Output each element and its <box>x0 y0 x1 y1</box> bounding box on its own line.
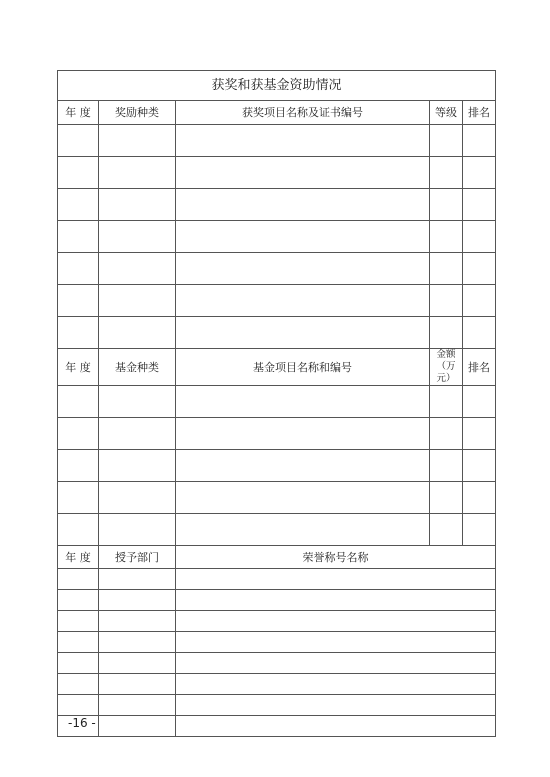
award-type-cell[interactable] <box>99 253 176 285</box>
award-project-cell[interactable] <box>176 317 430 349</box>
honor-title-cell[interactable] <box>176 611 496 632</box>
year-cell[interactable] <box>58 386 99 418</box>
rank-cell[interactable] <box>463 125 496 157</box>
rank-cell[interactable] <box>463 285 496 317</box>
year-cell[interactable] <box>58 157 99 189</box>
year-cell[interactable] <box>58 317 99 349</box>
award-project-cell[interactable] <box>176 125 430 157</box>
rank-cell[interactable] <box>463 157 496 189</box>
granting-dept-cell[interactable] <box>99 674 176 695</box>
year-cell[interactable] <box>58 221 99 253</box>
header-rank: 排名 <box>463 349 496 386</box>
grade-cell[interactable] <box>430 157 463 189</box>
rank-cell[interactable] <box>463 386 496 418</box>
header-award-type: 奖励种类 <box>99 101 176 125</box>
honor-row <box>58 590 496 611</box>
honor-row <box>58 674 496 695</box>
fund-type-cell[interactable] <box>99 386 176 418</box>
award-project-cell[interactable] <box>176 285 430 317</box>
table-title: 获奖和获基金资助情况 <box>58 71 496 101</box>
granting-dept-cell[interactable] <box>99 569 176 590</box>
award-row <box>58 285 496 317</box>
grade-cell[interactable] <box>430 189 463 221</box>
honor-row <box>58 695 496 716</box>
fund-type-cell[interactable] <box>99 482 176 514</box>
rank-cell[interactable] <box>463 221 496 253</box>
award-project-cell[interactable] <box>176 253 430 285</box>
granting-dept-cell[interactable] <box>99 653 176 674</box>
header-year: 年 度 <box>58 546 99 569</box>
award-type-cell[interactable] <box>99 221 176 253</box>
granting-dept-cell[interactable] <box>99 632 176 653</box>
fund-row <box>58 482 496 514</box>
header-grade: 等级 <box>430 101 463 125</box>
award-project-cell[interactable] <box>176 157 430 189</box>
year-cell[interactable] <box>58 695 99 716</box>
honor-row <box>58 632 496 653</box>
honor-title-cell[interactable] <box>176 569 496 590</box>
honor-title-cell[interactable] <box>176 695 496 716</box>
grade-cell[interactable] <box>430 253 463 285</box>
header-year: 年 度 <box>58 101 99 125</box>
amount-cell[interactable] <box>430 482 463 514</box>
awards-funding-table <box>57 70 496 737</box>
fund-row <box>58 514 496 546</box>
rank-cell[interactable] <box>463 482 496 514</box>
grade-cell[interactable] <box>430 221 463 253</box>
award-row <box>58 157 496 189</box>
grade-cell[interactable] <box>430 317 463 349</box>
grade-cell[interactable] <box>430 285 463 317</box>
rank-cell[interactable] <box>463 317 496 349</box>
year-cell[interactable] <box>58 653 99 674</box>
granting-dept-cell[interactable] <box>99 590 176 611</box>
fund-project-cell[interactable] <box>176 386 430 418</box>
honor-row <box>58 653 496 674</box>
year-cell[interactable] <box>58 285 99 317</box>
honor-title-cell[interactable] <box>176 674 496 695</box>
rank-cell[interactable] <box>463 418 496 450</box>
award-project-cell[interactable] <box>176 221 430 253</box>
award-project-cell[interactable] <box>176 189 430 221</box>
year-cell[interactable] <box>58 611 99 632</box>
rank-cell[interactable] <box>463 514 496 546</box>
header-fund-project: 基金项目名称和编号 <box>176 349 430 386</box>
fund-project-cell[interactable] <box>176 482 430 514</box>
award-row <box>58 125 496 157</box>
rank-cell[interactable] <box>463 450 496 482</box>
grade-cell[interactable] <box>430 125 463 157</box>
granting-dept-cell[interactable] <box>99 695 176 716</box>
amount-cell[interactable] <box>430 514 463 546</box>
rank-cell[interactable] <box>463 253 496 285</box>
fund-row <box>58 418 496 450</box>
year-cell[interactable] <box>58 674 99 695</box>
honor-row <box>58 569 496 590</box>
fund-project-cell[interactable] <box>176 418 430 450</box>
header-year: 年 度 <box>58 349 99 386</box>
page-number: -16 - <box>68 716 96 730</box>
year-cell[interactable] <box>58 450 99 482</box>
award-row <box>58 221 496 253</box>
year-cell[interactable] <box>58 125 99 157</box>
honor-row <box>58 611 496 632</box>
fund-project-cell[interactable] <box>176 450 430 482</box>
amount-cell[interactable] <box>430 450 463 482</box>
year-cell[interactable] <box>58 418 99 450</box>
award-row <box>58 189 496 221</box>
year-cell[interactable] <box>58 253 99 285</box>
award-row <box>58 253 496 285</box>
fund-project-cell[interactable] <box>176 514 430 546</box>
honor-title-cell[interactable] <box>176 632 496 653</box>
award-type-cell[interactable] <box>99 317 176 349</box>
award-type-cell[interactable] <box>99 189 176 221</box>
honor-title-cell[interactable] <box>176 653 496 674</box>
header-honor-title: 荣誉称号名称 <box>176 546 496 569</box>
amount-label: 金额 <box>436 349 456 360</box>
granting-dept-cell[interactable] <box>99 611 176 632</box>
honor-title-cell[interactable] <box>176 716 496 737</box>
fund-type-cell[interactable] <box>99 418 176 450</box>
amount-cell[interactable] <box>430 418 463 450</box>
fund-type-cell[interactable] <box>99 450 176 482</box>
year-cell[interactable] <box>58 569 99 590</box>
rank-cell[interactable] <box>463 189 496 221</box>
fund-row <box>58 450 496 482</box>
award-type-cell[interactable] <box>99 125 176 157</box>
honor-title-cell[interactable] <box>176 590 496 611</box>
fund-type-cell[interactable] <box>99 514 176 546</box>
award-type-cell[interactable] <box>99 157 176 189</box>
header-amount <box>430 349 463 386</box>
award-row <box>58 317 496 349</box>
year-cell[interactable] <box>58 189 99 221</box>
header-award-project: 获奖项目名称及证书编号 <box>176 101 430 125</box>
header-granting-dept: 授予部门 <box>99 546 176 569</box>
amount-cell[interactable] <box>430 386 463 418</box>
award-type-cell[interactable] <box>99 285 176 317</box>
header-fund-type: 基金种类 <box>99 349 176 386</box>
year-cell[interactable] <box>58 482 99 514</box>
year-cell[interactable] <box>58 590 99 611</box>
year-cell[interactable] <box>58 514 99 546</box>
granting-dept-cell[interactable] <box>99 716 176 737</box>
honor-row <box>58 716 496 737</box>
amount-unit: （万元） <box>436 361 456 384</box>
year-cell[interactable] <box>58 632 99 653</box>
fund-row <box>58 386 496 418</box>
header-rank: 排名 <box>463 101 496 125</box>
